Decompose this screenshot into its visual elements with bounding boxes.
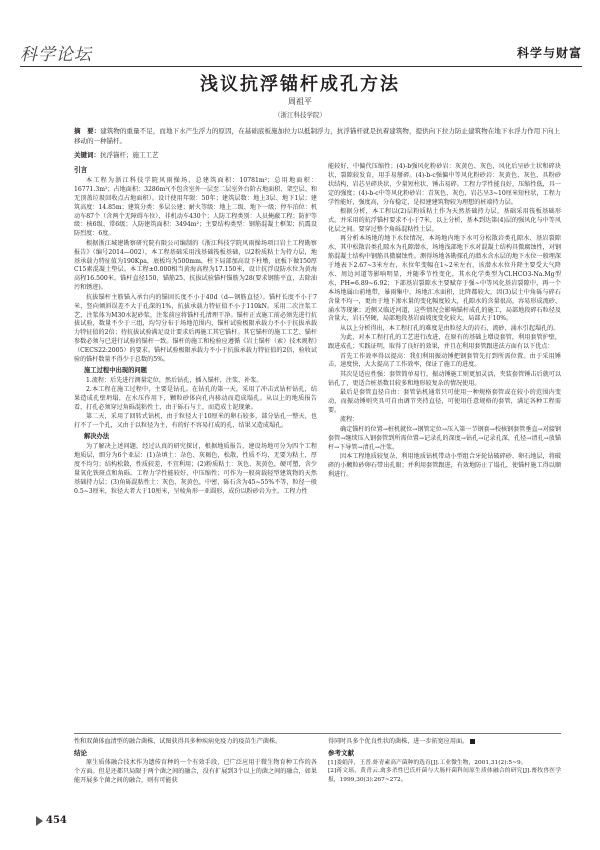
end-mark-icon xyxy=(470,739,475,744)
paragraph: 流程： xyxy=(340,416,359,424)
right-column xyxy=(328,163,561,480)
paragraph: 根据浙江城建勘察研究院有限公司编制的《浙江科技学院风雨操场项目岩土工程勘察报告》（编号2014—002），本工程基础采用浅基础筏板基础，以2粉质粘土为持力层，地基承载力特征值为190Kpa，底板均为500mm，柱下局部加高设下柱墩，底板下做150厚C15素混凝土垫层。本工程±0.000相当黄海高程为17.150米，设计抗浮设防水位为黄海高程16.500米。锚杆直径150，锚筋25，抗拔试验锚杆锚筋为28(要求钢筋平直，去除油污和锈迹)。 xyxy=(74,239,317,292)
abstract-text: 建筑物的重量不足，而地下水产生浮力的原因，在基础底板施加拉力以抵制浮力，抗浮锚杆就是抗着建筑物，提供向下拉力防止建筑物在地下水浮力作用下向上移动的一种锚杆。 xyxy=(74,127,561,145)
journal-name: 科学与财富 xyxy=(516,46,582,60)
paragraph: 其次是适应性强：套管简单易行，振动锤施工则更加灵活，夹装套管锤击后就可以钻孔了，更适合桩基数目较多和地形较复杂的情况使用。 xyxy=(328,370,561,387)
triangle-marker-icon xyxy=(36,816,43,826)
bottom-right-column xyxy=(328,738,561,785)
reference-item: [1]娄娟萍，王普.虾青素高产菌种的选育[J].工业微生物，2001,31(2):5~9。 xyxy=(328,759,527,766)
paragraph: 原生质体融合技术作为遗传育种的一个有效手段，已广泛应用于微生物育种工作的各个方面。但是还都只局限于两个菌之间的融合，没有扩展到3个以上的菌之间的融合，如果能开展多个菌之间的融合，则有可能获 xyxy=(74,758,317,784)
section-divider xyxy=(74,733,561,734)
page-number: 454 xyxy=(46,815,67,826)
paragraph: 从以上分析得出，本工程打孔的难度是由粒径大的岩石，流砂、涌水引起塌孔的。 xyxy=(340,324,560,332)
keywords xyxy=(74,150,560,159)
paragraph: 为此，对本工程打孔的工艺进行改进，在原有的基础上增设套管，利用套管护壁，跟进成孔；实践证明，取得了良好的效果，并且在利用套管跟进法方面有以下优点： xyxy=(328,334,561,351)
heading-intro: 引言 xyxy=(74,166,88,174)
keywords-text: 抗浮锚杆；施工工艺 xyxy=(100,151,159,159)
paragraph: 最后是套管直径自由：套管钻机通常只可使用一种规格套管或在较小的范围内变动，而振动锤则夹具可自由调节夹持直径，可使用任意规格的套管，满足各种工程需要。 xyxy=(328,389,561,414)
paragraph: 能较好，中偏代压缩性；(4)-b强风化粉砂岩：灰黄色、灰色，风化后呈砂土状和碎块状，裂隙较发育，用手易掰碎。(4)-b-c强偏中等风化粉砂岩：灰黄色、灰色，具粉砂状结构，岩芯呈碎块状，少量短柱状，锤击易碎。工程力学性能良好，压缩性低，具一定的强度；(4)-b-c中等风化粉砂岩：青灰色、灰色，岩芯呈3~10厘米短柱状，工程力学性能好，强度高，分布稳定，是拟建建筑物较为理想的桩端持力层。 xyxy=(328,163,561,206)
reference-item: [2]蒋文瑶，黄青云.禽多杀性巴氏杆菌与大肠杆菌科间原生质体融合的研究[J].畜牧兽医学报，1999,30(3):267~272。 xyxy=(328,768,561,783)
paragraph: 1.流程：后先进行测量定位，然后钻孔，插入锚杆，注浆，补浆。 xyxy=(86,376,263,384)
paragraph: 再分析本场地的地下水位情况，本场地内地下水可分松散岩类孔隙水、基岩裂隙水，其中松散岩类孔隙水为孔隙潜水，场地浅部地下水对混凝土结构具微腐蚀性，对钢筋混凝土结构中钢筋具微腐蚀性。测得场地各勘探孔的潜水含水层的地下水位一般埋深于地表下2.67~3米左右，水位年变幅在1~2米左右，该潜水水位升降主要受大气降水、周边河道等影响明显，并随季节性变化，其水化学类型为Cl.HCO3-Na.Mg型水，PH=6.89~6.92；下部基岩裂隙水主要赋存于强~中等风化基岩裂隙中，再一个本场地属山前地带，暴雨集中，场地汇水面积，比降都较大，因(3)层土中角砾与碎石含量不均一，更由于地下渗水量的变化幅度较大，孔隙水的含量很高，容易形成流砂、涌水等现象；近侧又临近河道，这些情况会影响锚杆成孔的施工，局部地段碎石粒径及含量大，岩石坚硬，局部地段基岩面坡度变化较大，局部大于10%。 xyxy=(328,235,561,323)
page-number-block xyxy=(36,815,67,826)
paragraph: 第二天，采用了回转式钻机，由于粒径大于10厘米的卵石较多，部分钻孔一整天，也打不了一个孔，又由于以粒径为主，有的好不容易打成的孔，结果又造成塌孔。 xyxy=(74,413,317,430)
paragraph: 首先工作效率得以提高：我们利用振动锤把钢套管先打到所需位置。由于采用锤击，速度快，大大提高了工作效率，保证了施工的进度。 xyxy=(328,352,561,369)
header-divider xyxy=(20,66,582,67)
paragraph: 抗拔锚杆主筋锚入承台内的锚固长度不小于40d（d—钢筋直径）。锚杆长度不小于7米，竖向倾斜误差不大于孔深的1%，抗拔承载力特征值不小于110kN。采用二次注浆工艺，注浆体为M30水泥砂浆，注浆前应将锚杆孔清理干净。锚杆正式施工前必须先进行抗拔试验，数量不少于三组，均匀分布于场地范围内，锚杆试验极限承载力不小于抗拔承载力特征值的2倍；待抗拔试验满足设计要求后再施工其它锚杆。其它锚杆的施工工艺、锚杆参数必须与已进行试验的锚杆一致。锚杆的施工和检验应遵循《岩土锚杆（索）技术规程》（CECS22:2005）的要求。锚杆试验极限承载力不小于抗拔承载力特征值的2倍，验收试验的锚杆数量不得少于总数的5%。 xyxy=(74,293,317,364)
section-label: 科学论坛 xyxy=(20,45,92,65)
article-author: 周祖平 xyxy=(288,97,312,106)
heading-solution: 解决办法 xyxy=(84,433,110,441)
keywords-label: 关键词： xyxy=(74,151,100,159)
paragraph: 因本工程地质较复杂，利用地质钻机带动小型组合牙轮钻破碎砂、卵石地层，将破碎的小颗粒砂卵石带出孔眼；并利用套管跟进，有效地防止了塌孔，使锚杆施工得以顺利进行。 xyxy=(328,453,561,478)
abstract xyxy=(74,127,560,146)
article-affiliation: （浙江科技学院） xyxy=(274,111,326,119)
paragraph: 2.本工程在施工过程中，主要是钻孔。在钻孔的第一天，采用了冲击式钻杆钻孔，结果造成孔壁坍塌，在水压作用下，颗粒砂体向孔内移动而造成塌孔。从以上的地质报告看，打孔必须穿过角砾混粘性土，由于砾石与土，而造成土泥现象。 xyxy=(74,386,317,412)
left-column xyxy=(74,163,317,497)
heading-problems: 施工过程中出现的问题 xyxy=(84,366,147,374)
bottom-left-column xyxy=(74,738,317,786)
paragraph xyxy=(328,738,561,747)
paragraph: 本工程为浙江科技学院风雨操场，总建筑面积：10781m²；总用地面积：16771.3m²；占地面积：3286m²(不包含室外一层至二层室外台阶占地面积、架空层、和无顶盖垃圾回收点占地面积）。设计使用年限：50年；建筑层数：地上3层、地下1层；建筑高度：14.85m；建筑分类：多层公建；耐火等级：地上二级、地下一级；停车泊位：机动车87个（含两个无障碍车位）、非机动车430个；人防工程类别：人员掩蔽工程；防护等级：核6级、常6级；人防建筑面积：3494m²；主要结构类型：钢筋混凝土框架；抗震设防烈度：6度。 xyxy=(74,176,317,238)
paragraph: 性和双菌体血清型的融合菌株，试图获得具多种疾病免疫力的疫苗生产菌株。 xyxy=(74,738,282,745)
paragraph: 根据分析，本工程以(2)层粉质粘土作为天然基础持力层，基础采用筏板基础形式。并采用的抗浮锚杆要求不小于7米，以上分析，基本到达第(4)层的强风化与中等风化层之间。要穿过整个角砾混粘性土层。 xyxy=(328,208,561,233)
paragraph: 为了解决上述问题，经过认真的研究探讨，根据地质报告，建设场地可分为四个工程地质层，细分为6个亚层：(1)杂填土：杂色、灰褐色，松散，性质不均，无要为粘土，厚度不均匀；结构松散，性质较差，不宜利用；(2)粉质粘土：灰色、灰黄色，硬可塑，含少量氧化铁斑点和角砾。工程力学性能较好，中压缩性；可作为一般荷载轻型建筑物的天然基础持力层；(3)角砾混粘性土：灰色、灰黄色，中密，砾石含为45~55%不等，粒径一般0.5~3厘米，粒径大者大于10厘米，呈棱角形一亚圆形，成份以粉砂岩为主。工程力性 xyxy=(74,443,317,495)
paragraph-text: 得同时具多个优良性状的菌株，进一步拓宽应用面。 xyxy=(328,738,469,745)
heading-conclusion: 结论 xyxy=(74,748,87,757)
article-title: 浅议抗浮锚杆成孔方法 xyxy=(200,74,400,95)
abstract-label: 摘 要： xyxy=(74,127,101,135)
paragraph: 确定锚杆的位置→桩机就位→钢管定位→压入第一节钢套→校核钢套管垂直→对接钢套管→继续压入钢套管到所需位置→记录孔的深度→钻孔→记录孔深，孔径→清孔→放锚杆→下导管→清孔→注浆。 xyxy=(328,425,561,451)
heading-references: 参考文献 xyxy=(328,748,354,757)
